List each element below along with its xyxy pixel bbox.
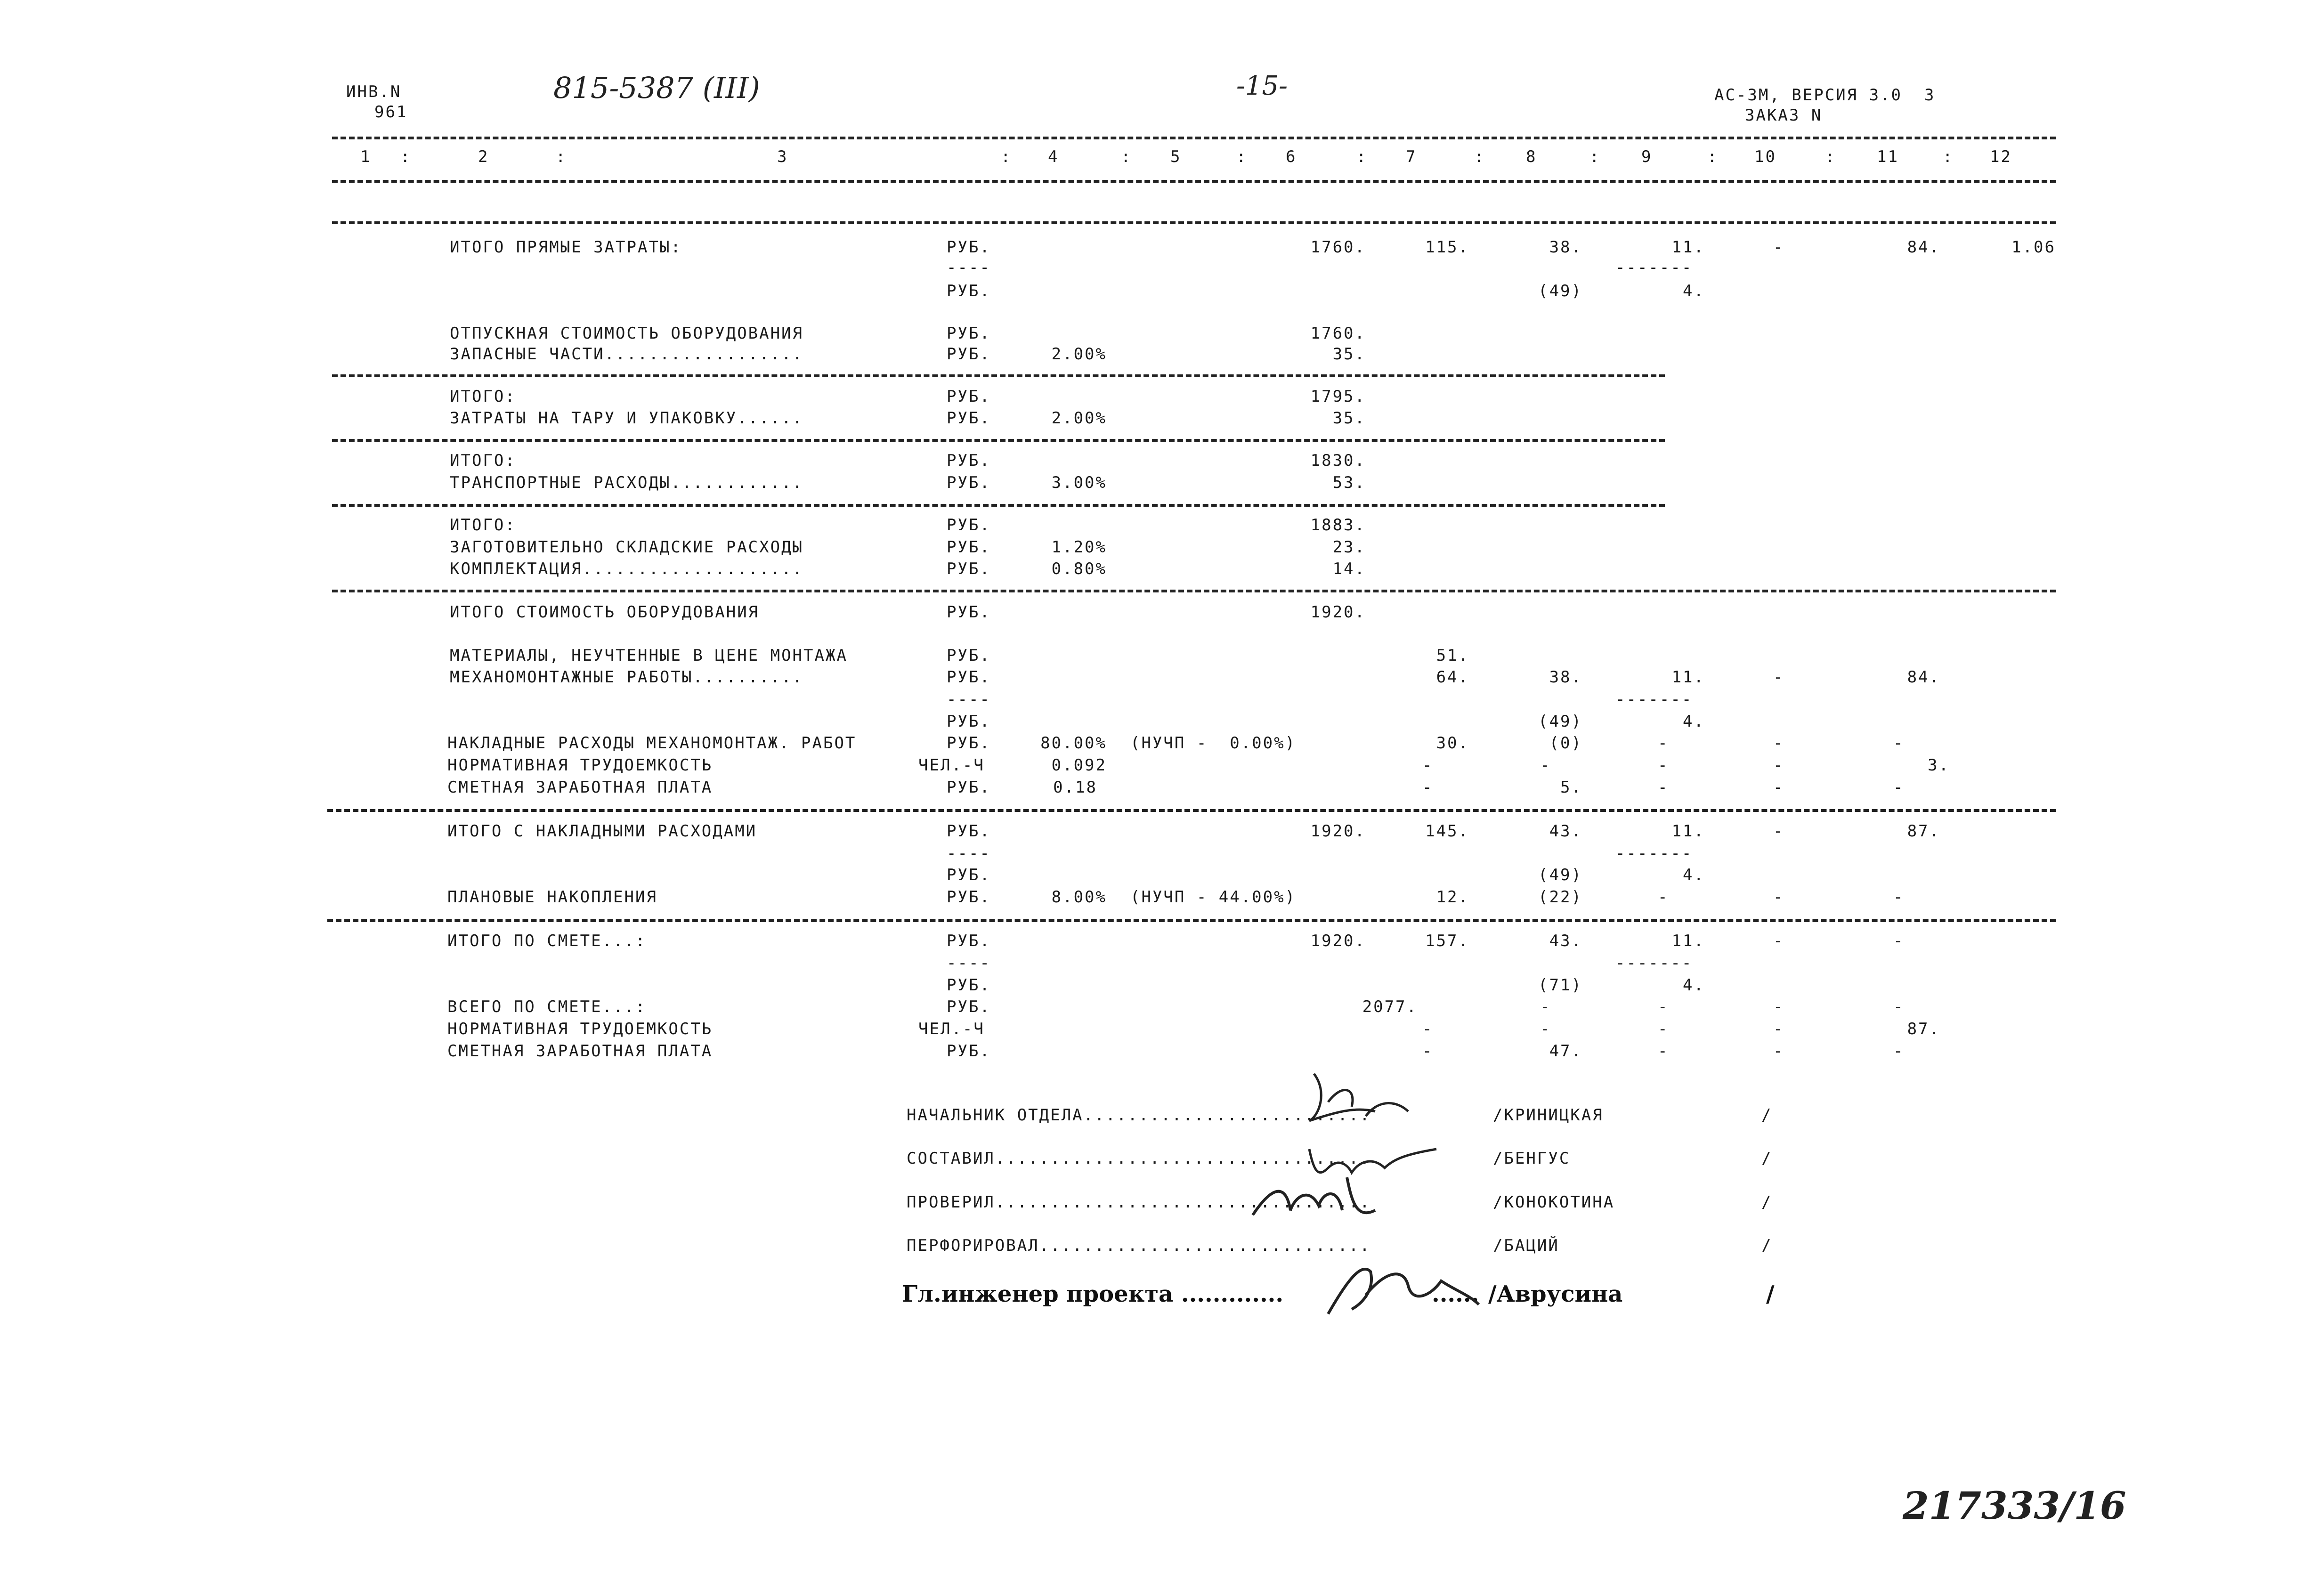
cell-col6: 1795. xyxy=(1310,387,1366,406)
row-label: ИТОГО: xyxy=(450,387,516,406)
cell-col9: - xyxy=(1658,778,1669,797)
chief-engineer-name: /Аврусина xyxy=(1488,1281,1623,1307)
cell-col11: - xyxy=(1893,1042,1905,1061)
row-label: ИТОГО: xyxy=(450,516,516,535)
cell-col4: 2.00% xyxy=(1051,409,1107,428)
cell-col4: 3.00% xyxy=(1051,473,1107,492)
cell-col7: - xyxy=(1422,1020,1434,1038)
cell-col7: 115. xyxy=(1425,238,1469,257)
signature-slash: / xyxy=(1761,1149,1773,1168)
signature-slash: / xyxy=(1761,1106,1773,1125)
section-rule xyxy=(332,590,2056,592)
cell-col6: 1830. xyxy=(1310,451,1366,470)
row-unit: РУБ. xyxy=(947,822,991,841)
signature-role: ПРОВЕРИЛ.................................. xyxy=(907,1193,1371,1212)
row-unit: РУБ. xyxy=(947,997,991,1016)
cell-col7: 157. xyxy=(1425,932,1469,950)
cell-col8-sub: (49) xyxy=(1538,712,1582,731)
row-label: СМЕТНАЯ ЗАРАБОТНАЯ ПЛАТА xyxy=(447,1042,713,1061)
cell-col7: 145. xyxy=(1425,822,1469,841)
cell-col6: 14. xyxy=(1332,559,1366,578)
column-number: 6 xyxy=(1286,147,1297,166)
row-unit: РУБ. xyxy=(947,646,991,665)
order-label: ЗАКАЗ N xyxy=(1745,106,1823,125)
row-unit: РУБ. xyxy=(947,324,991,343)
chief-engineer-role: Гл.инженер проекта ............. xyxy=(902,1281,1284,1307)
cell-col11: - xyxy=(1893,888,1905,907)
nuchp-note: (НУЧП - 44.00%) xyxy=(1130,888,1297,907)
cell-col10: - xyxy=(1773,734,1784,753)
cell-col8: 43. xyxy=(1549,932,1582,950)
section-rule xyxy=(332,504,1665,507)
chief-engineer-dots: ...... xyxy=(1432,1281,1479,1307)
cell-col7: - xyxy=(1422,756,1434,775)
row-label: НОРМАТИВНАЯ ТРУДОЕМКОСТЬ xyxy=(447,1020,713,1038)
row-unit: РУБ. xyxy=(947,932,991,950)
cell-col10: - xyxy=(1773,888,1784,907)
handwritten-signature xyxy=(1243,1168,1385,1234)
separator-dashes: ---- xyxy=(947,844,991,863)
cell-col6: 1760. xyxy=(1310,238,1366,257)
separator-dashes: ------- xyxy=(1615,844,1693,863)
row-label: ИТОГО СТОИМОСТЬ ОБОРУДОВАНИЯ xyxy=(450,603,760,622)
column-number: 7 xyxy=(1406,147,1417,166)
column-separator: : xyxy=(1474,147,1485,166)
cell-col7: 30. xyxy=(1436,734,1469,753)
inventory-label: ИНВ.N xyxy=(346,82,402,101)
section-rule xyxy=(332,221,2056,224)
column-number: 12 xyxy=(1990,147,2012,166)
row-label: ЗАГОТОВИТЕЛЬНО СКЛАДСКИЕ РАСХОДЫ xyxy=(450,538,804,557)
row-unit: РУБ. xyxy=(947,976,991,995)
cell-col7: - xyxy=(1422,1042,1434,1061)
column-separator: : xyxy=(1001,147,1012,166)
row-label: ИТОГО ПРЯМЫЕ ЗАТРАТЫ: xyxy=(450,238,682,257)
cell-col9: 11. xyxy=(1671,822,1705,841)
cell-col11: 84. xyxy=(1907,668,1940,687)
cell-col9: 11. xyxy=(1671,668,1705,687)
cell-col6: 1920. xyxy=(1310,822,1366,841)
row-unit: РУБ. xyxy=(947,734,991,753)
cell-col6: 1760. xyxy=(1310,324,1366,343)
signature-slash: / xyxy=(1766,1281,1775,1307)
handwritten-signature xyxy=(1319,1253,1488,1323)
signature-name: /БАЦИЙ xyxy=(1493,1236,1559,1255)
archive-number: 217333/16 xyxy=(1903,1483,2126,1528)
column-number: 8 xyxy=(1526,147,1537,166)
row-label: ИТОГО С НАКЛАДНЫМИ РАСХОДАМИ xyxy=(447,822,757,841)
column-separator: : xyxy=(1825,147,1836,166)
cell-col11: 87. xyxy=(1907,822,1940,841)
row-unit: РУБ. xyxy=(947,345,991,364)
cell-col8: 47. xyxy=(1549,1042,1582,1061)
signature-name: /КОНОКОТИНА xyxy=(1493,1193,1615,1212)
cell-col9: 11. xyxy=(1671,932,1705,950)
cell-col9-sub: 4. xyxy=(1683,866,1705,884)
section-rule xyxy=(332,374,1665,377)
section-rule xyxy=(332,439,1665,442)
cell-col6: 35. xyxy=(1332,345,1366,364)
cell-col4: 8.00% xyxy=(1051,888,1107,907)
row-label: ЗАПАСНЫЕ ЧАСТИ.................. xyxy=(450,345,804,364)
cell-col10: - xyxy=(1773,238,1784,257)
cell-col4: 80.00% xyxy=(1040,734,1107,753)
cell-col11: - xyxy=(1893,734,1905,753)
cell-col11: - xyxy=(1893,932,1905,950)
cell-col10: - xyxy=(1773,778,1784,797)
row-label: ПЛАНОВЫЕ НАКОПЛЕНИЯ xyxy=(447,888,657,907)
row-label: МАТЕРИАЛЫ, НЕУЧТЕННЫЕ В ЦЕНЕ МОНТАЖА xyxy=(450,646,848,665)
cell-col10: - xyxy=(1773,997,1784,1016)
separator-dashes: ------- xyxy=(1615,954,1693,972)
signature-role: СОСТАВИЛ.................................. xyxy=(907,1149,1371,1168)
page-number: -15- xyxy=(1236,71,1288,101)
cell-col10: - xyxy=(1773,1020,1784,1038)
cell-col8: 5. xyxy=(1560,778,1582,797)
row-unit: РУБ. xyxy=(947,603,991,622)
separator-dashes: ------- xyxy=(1615,258,1693,277)
document-code: 815-5387 (III) xyxy=(553,71,760,105)
cell-col6: 35. xyxy=(1332,409,1366,428)
row-label: СМЕТНАЯ ЗАРАБОТНАЯ ПЛАТА xyxy=(447,778,713,797)
row-label: ОТПУСКНАЯ СТОИМОСТЬ ОБОРУДОВАНИЯ xyxy=(450,324,804,343)
cell-col9-sub: 4. xyxy=(1683,712,1705,731)
row-unit: РУБ. xyxy=(947,387,991,406)
column-number: 4 xyxy=(1048,147,1059,166)
cell-col8: 38. xyxy=(1549,238,1582,257)
cell-col6: 53. xyxy=(1332,473,1366,492)
inventory-number: 961 xyxy=(374,103,408,122)
separator-dashes: ---- xyxy=(947,258,991,277)
cell-col6: 1883. xyxy=(1310,516,1366,535)
separator-dashes: ------- xyxy=(1615,690,1693,709)
cell-col8: - xyxy=(1540,1020,1551,1038)
cell-col8: 43. xyxy=(1549,822,1582,841)
row-unit: РУБ. xyxy=(947,668,991,687)
cell-col11: 87. xyxy=(1907,1020,1940,1038)
row-label: НОРМАТИВНАЯ ТРУДОЕМКОСТЬ xyxy=(447,756,713,775)
section-rule xyxy=(327,809,2056,812)
cell-col7: - xyxy=(1422,778,1434,797)
cell-col12: 1.06 xyxy=(2011,238,2056,257)
section-rule xyxy=(327,919,2056,922)
column-number: 1 xyxy=(360,147,372,166)
cell-col11: - xyxy=(1893,997,1905,1016)
cell-col8-sub: (71) xyxy=(1538,976,1582,995)
column-separator: : xyxy=(1707,147,1719,166)
row-unit: РУБ. xyxy=(947,282,991,300)
signature-role: НАЧАЛЬНИК ОТДЕЛА.......................... xyxy=(907,1106,1371,1125)
row-unit: РУБ. xyxy=(947,473,991,492)
cell-col7: 51. xyxy=(1436,646,1469,665)
cell-col11: 84. xyxy=(1907,238,1940,257)
column-separator: : xyxy=(400,147,412,166)
header-rule-top xyxy=(332,137,2056,139)
cell-col9: - xyxy=(1658,734,1669,753)
row-unit: РУБ. xyxy=(947,538,991,557)
cell-col9: - xyxy=(1658,1020,1669,1038)
row-unit: РУБ. xyxy=(947,778,991,797)
row-label: ТРАНСПОРТНЫЕ РАСХОДЫ............ xyxy=(450,473,804,492)
cell-col4: 1.20% xyxy=(1051,538,1107,557)
cell-col7: 12. xyxy=(1436,888,1469,907)
cell-col8: - xyxy=(1540,756,1551,775)
cell-col11: 3. xyxy=(1928,756,1950,775)
cell-col8: 38. xyxy=(1549,668,1582,687)
column-number: 2 xyxy=(478,147,489,166)
cell-col7: 64. xyxy=(1436,668,1469,687)
row-unit: РУБ. xyxy=(947,238,991,257)
cell-col6: 2077. xyxy=(1362,997,1418,1016)
row-unit: РУБ. xyxy=(947,866,991,884)
nuchp-note: (НУЧП - 0.00%) xyxy=(1130,734,1297,753)
signature-slash: / xyxy=(1761,1193,1773,1212)
cell-col4: 0.80% xyxy=(1051,559,1107,578)
cell-col10: - xyxy=(1773,822,1784,841)
column-number: 11 xyxy=(1877,147,1899,166)
row-label: НАКЛАДНЫЕ РАСХОДЫ МЕХАНОМОНТАЖ. РАБОТ xyxy=(447,734,857,753)
cell-col10: - xyxy=(1773,668,1784,687)
column-number: 3 xyxy=(777,147,788,166)
column-separator: : xyxy=(1121,147,1132,166)
row-unit: РУБ. xyxy=(947,712,991,731)
program-version: АС-3М, ВЕРСИЯ 3.0 3 xyxy=(1714,86,1936,105)
row-unit: РУБ. xyxy=(947,516,991,535)
row-label: МЕХАНОМОНТАЖНЫЕ РАБОТЫ.......... xyxy=(450,668,804,687)
cell-col9: 11. xyxy=(1671,238,1705,257)
cell-col4: 0.092 xyxy=(1051,756,1107,775)
column-number: 9 xyxy=(1641,147,1653,166)
cell-col6: 1920. xyxy=(1310,932,1366,950)
cell-col9-sub: 4. xyxy=(1683,282,1705,300)
row-unit: РУБ. xyxy=(947,1042,991,1061)
cell-col8-sub: (49) xyxy=(1538,282,1582,300)
column-separator: : xyxy=(556,147,567,166)
row-unit: РУБ. xyxy=(947,559,991,578)
column-separator: : xyxy=(1943,147,1954,166)
row-unit: РУБ. xyxy=(947,409,991,428)
row-label: ЗАТРАТЫ НА ТАРУ И УПАКОВКУ...... xyxy=(450,409,804,428)
column-separator: : xyxy=(1356,147,1368,166)
cell-col10: - xyxy=(1773,932,1784,950)
handwritten-signature xyxy=(1300,1064,1422,1135)
cell-col6: 23. xyxy=(1332,538,1366,557)
cell-col10: - xyxy=(1773,1042,1784,1061)
cell-col10: - xyxy=(1773,756,1784,775)
row-unit: РУБ. xyxy=(947,451,991,470)
column-separator: : xyxy=(1236,147,1248,166)
cell-col8: (22) xyxy=(1538,888,1582,907)
cell-col8-sub: (49) xyxy=(1538,866,1582,884)
row-unit: ЧЕЛ.-Ч xyxy=(918,756,985,775)
signature-role: ПЕРФОРИРОВАЛ.............................. xyxy=(907,1236,1371,1255)
cell-col8: (0) xyxy=(1549,734,1582,753)
separator-dashes: ---- xyxy=(947,954,991,972)
column-number: 5 xyxy=(1170,147,1182,166)
row-label: ИТОГО ПО СМЕТЕ...: xyxy=(447,932,647,950)
row-unit: РУБ. xyxy=(947,888,991,907)
separator-dashes: ---- xyxy=(947,690,991,709)
cell-col8: - xyxy=(1540,997,1551,1016)
cell-col4: 0.18 xyxy=(1053,778,1097,797)
cell-col9-sub: 4. xyxy=(1683,976,1705,995)
cell-col6: 1920. xyxy=(1310,603,1366,622)
signature-name: /БЕНГУС xyxy=(1493,1149,1571,1168)
signature-slash: / xyxy=(1761,1236,1773,1255)
cell-col4: 2.00% xyxy=(1051,345,1107,364)
column-separator: : xyxy=(1589,147,1601,166)
column-number: 10 xyxy=(1754,147,1776,166)
cell-col9: - xyxy=(1658,888,1669,907)
header-rule-bottom xyxy=(332,180,2056,183)
row-label: ИТОГО: xyxy=(450,451,516,470)
signature-name: /КРИНИЦКАЯ xyxy=(1493,1106,1604,1125)
row-label: ВСЕГО ПО СМЕТЕ...: xyxy=(447,997,647,1016)
cell-col9: - xyxy=(1658,997,1669,1016)
row-unit: ЧЕЛ.-Ч xyxy=(918,1020,985,1038)
cell-col9: - xyxy=(1658,1042,1669,1061)
cell-col9: - xyxy=(1658,756,1669,775)
row-label: КОМПЛЕКТАЦИЯ.................... xyxy=(450,559,804,578)
cell-col11: - xyxy=(1893,778,1905,797)
